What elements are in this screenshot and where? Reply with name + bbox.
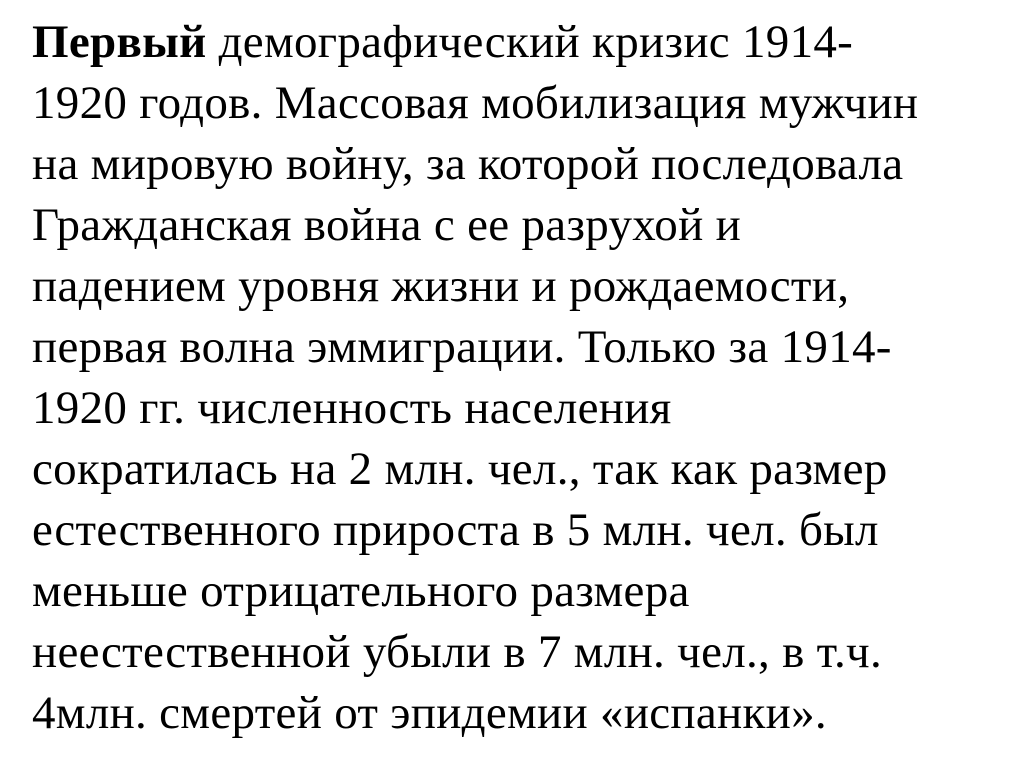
text-line-12: 4млн. смертей от эпидемии «испанки». [32,687,827,739]
first-line-rest: демографический кризис 1914- [206,16,854,68]
text-line-7: 1920 гг. численность населения [32,382,672,434]
text-line-3: на мировую войну, за которой последовала [32,138,904,190]
text-line-10: меньше отрицательного размера [32,565,690,617]
text-line-2: 1920 годов. Массовая мобилизация мужчин [32,77,919,129]
text-line-4: Гражданская война с ее разрухой и [32,199,742,251]
text-line-9: естественного прироста в 5 млн. чел. был [32,504,879,556]
text-line-8: сократилась на 2 млн. чел., так как размер [32,443,888,495]
text-line-5: падением уровня жизни и рождаемости, [32,260,850,312]
first-word-bold: Первый [32,16,207,68]
text-line-11: неестественной убыли в 7 млн. чел., в т.ч. [32,626,883,678]
text-line-6: первая волна эммиграции. Только за 1914- [32,321,892,373]
slide-body-text [32,12,992,744]
text-line-1 [32,12,992,73]
